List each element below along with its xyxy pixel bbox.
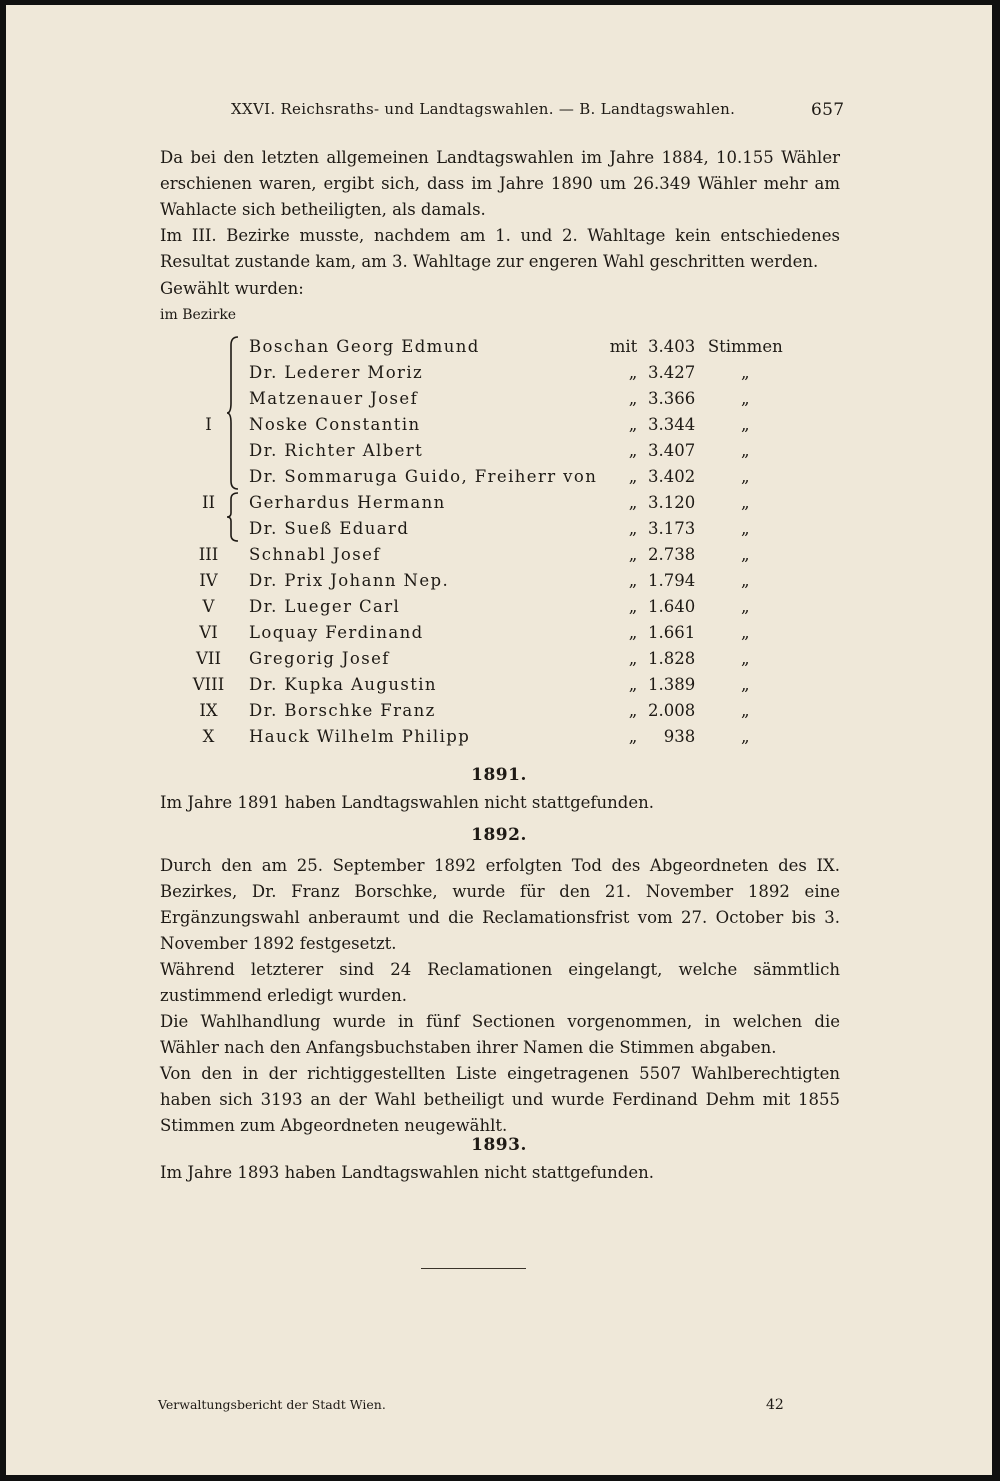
result-row bbox=[186, 385, 795, 411]
election-results-table bbox=[186, 333, 795, 749]
brace-spacer bbox=[231, 333, 249, 359]
vote-count: 2.738 bbox=[648, 544, 696, 564]
section-heading-1892: 1892. bbox=[471, 825, 527, 845]
district-label: im Bezirke bbox=[160, 307, 237, 323]
votes-unit: „ bbox=[740, 362, 750, 382]
vote-count: 2.008 bbox=[648, 700, 696, 720]
vote-count: 1.640 bbox=[648, 596, 696, 616]
intro-paragraph: Im III. Bezirke musste, nachdem am 1. und 2. Wahltage kein entschiedenes Resultat zustande kam, am 3. Wahltage zur engeren Wahl geschritten werden. bbox=[160, 226, 840, 271]
candidate-name: Boschan Georg Edmund bbox=[249, 336, 480, 356]
section-1892-paragraph: Während letzterer sind 24 Reclamationen eingelangt, welche sämmtlich zustimmend erledigt wurden. bbox=[160, 960, 840, 1005]
result-row bbox=[186, 723, 795, 749]
brace-spacer bbox=[231, 489, 249, 515]
brace-spacer bbox=[231, 723, 249, 749]
votes-prefix: „ bbox=[628, 440, 638, 460]
candidate-name: Hauck Wilhelm Philipp bbox=[249, 726, 471, 746]
page-number: 657 bbox=[811, 100, 845, 120]
district-number: V bbox=[202, 596, 215, 616]
brace-spacer bbox=[231, 515, 249, 541]
district-number: III bbox=[198, 544, 219, 564]
vote-count: 3.173 bbox=[648, 518, 696, 538]
votes-unit: „ bbox=[740, 544, 750, 564]
district-number: VII bbox=[196, 648, 221, 668]
result-row bbox=[186, 489, 795, 515]
elected-label: Gewählt wurden: bbox=[160, 279, 304, 298]
candidate-name: Matzenauer Josef bbox=[249, 388, 419, 408]
vote-count: 1.389 bbox=[648, 674, 696, 694]
district-number: II bbox=[201, 492, 216, 512]
result-row bbox=[186, 359, 795, 385]
votes-prefix: „ bbox=[628, 544, 638, 564]
votes-unit: „ bbox=[740, 414, 750, 434]
district-number: IX bbox=[199, 700, 218, 720]
divider-rule bbox=[421, 1268, 526, 1269]
district-number: IV bbox=[199, 570, 218, 590]
vote-count: 3.407 bbox=[648, 440, 696, 460]
votes-prefix: „ bbox=[628, 414, 638, 434]
vote-count: 3.402 bbox=[648, 466, 696, 486]
vote-count: 1.794 bbox=[648, 570, 696, 590]
votes-prefix: „ bbox=[628, 622, 638, 642]
result-row bbox=[186, 437, 795, 463]
section-1892-paragraph: Die Wahlhandlung wurde in fünf Sectionen vorgenommen, in welchen die Wähler nach den Anfangsbuchstaben ihrer Namen die Stimmen abgaben. bbox=[160, 1012, 840, 1057]
district-number: VI bbox=[199, 622, 218, 642]
document-page bbox=[6, 5, 992, 1475]
candidate-name: Schnabl Josef bbox=[249, 544, 381, 564]
votes-unit: „ bbox=[740, 596, 750, 616]
section-1892-paragraph: Durch den am 25. September 1892 erfolgten Tod des Abgeordneten des IX. Bezirkes, Dr. Franz Borschke, wurde für den 21. November 1892 eine Ergänzungswahl anberaumt und die Reclamationsfrist vom 27. October bis 3. November 1892 festgesetzt. bbox=[160, 856, 840, 953]
brace-spacer bbox=[231, 359, 249, 385]
brace-spacer bbox=[231, 463, 249, 489]
brace-spacer bbox=[231, 593, 249, 619]
district-number: I bbox=[205, 414, 212, 434]
result-row bbox=[186, 333, 795, 359]
candidate-name: Dr. Lederer Moriz bbox=[249, 362, 424, 382]
district-number bbox=[186, 385, 231, 411]
votes-prefix: „ bbox=[628, 648, 638, 668]
vote-count: 3.344 bbox=[648, 414, 696, 434]
district-number: VIII bbox=[192, 674, 225, 694]
brace-spacer bbox=[231, 567, 249, 593]
running-header: XXVI. Reichsraths- und Landtagswahlen. — B. Landtagswahlen. bbox=[231, 100, 736, 118]
votes-prefix: „ bbox=[628, 726, 638, 746]
votes-unit: „ bbox=[740, 518, 750, 538]
candidate-name: Loquay Ferdinand bbox=[249, 622, 424, 642]
votes-unit: „ bbox=[740, 570, 750, 590]
candidate-name: Dr. Sommaruga Guido, Freiherr von bbox=[249, 466, 598, 486]
result-row bbox=[186, 541, 795, 567]
result-row bbox=[186, 619, 795, 645]
votes-unit: „ bbox=[740, 674, 750, 694]
brace-spacer bbox=[231, 411, 249, 437]
votes-unit: „ bbox=[740, 622, 750, 642]
candidate-name: Dr. Borschke Franz bbox=[249, 700, 436, 720]
brace-spacer bbox=[231, 671, 249, 697]
district-number bbox=[186, 437, 231, 463]
votes-prefix: „ bbox=[628, 700, 638, 720]
brace-spacer bbox=[231, 619, 249, 645]
brace-spacer bbox=[231, 541, 249, 567]
result-row bbox=[186, 697, 795, 723]
votes-unit: „ bbox=[740, 700, 750, 720]
votes-prefix: „ bbox=[628, 492, 638, 512]
district-number bbox=[186, 515, 231, 541]
candidate-name: Dr. Sueß Eduard bbox=[249, 518, 410, 538]
votes-unit: „ bbox=[740, 648, 750, 668]
votes-prefix: mit bbox=[609, 336, 638, 356]
candidate-name: Dr. Prix Johann Nep. bbox=[249, 570, 450, 590]
section-text-1891: Im Jahre 1891 haben Landtagswahlen nicht stattgefunden. bbox=[160, 793, 654, 812]
votes-prefix: „ bbox=[628, 388, 638, 408]
votes-unit: „ bbox=[740, 388, 750, 408]
district-number bbox=[186, 463, 231, 489]
votes-unit: „ bbox=[740, 440, 750, 460]
votes-prefix: „ bbox=[628, 362, 638, 382]
vote-count: 1.828 bbox=[648, 648, 696, 668]
candidate-name: Dr. Kupka Augustin bbox=[249, 674, 437, 694]
brace-spacer bbox=[231, 385, 249, 411]
vote-count: 3.366 bbox=[648, 388, 696, 408]
result-row bbox=[186, 671, 795, 697]
brace-spacer bbox=[231, 645, 249, 671]
result-row bbox=[186, 515, 795, 541]
vote-count: 3.427 bbox=[648, 362, 696, 382]
brace-spacer bbox=[231, 697, 249, 723]
result-row bbox=[186, 645, 795, 671]
vote-count: 1.661 bbox=[648, 622, 696, 642]
votes-prefix: „ bbox=[628, 466, 638, 486]
result-row bbox=[186, 593, 795, 619]
district-number bbox=[186, 359, 231, 385]
candidate-name: Dr. Lueger Carl bbox=[249, 596, 401, 616]
votes-unit: „ bbox=[740, 492, 750, 512]
votes-prefix: „ bbox=[628, 596, 638, 616]
brace-spacer bbox=[231, 437, 249, 463]
section-text-1893: Im Jahre 1893 haben Landtagswahlen nicht stattgefunden. bbox=[160, 1163, 654, 1182]
votes-unit: Stimmen bbox=[707, 336, 783, 356]
votes-unit: „ bbox=[740, 726, 750, 746]
votes-prefix: „ bbox=[628, 518, 638, 538]
candidate-name: Gregorig Josef bbox=[249, 648, 390, 668]
candidate-name: Gerhardus Hermann bbox=[249, 492, 446, 512]
section-heading-1891: 1891. bbox=[471, 765, 527, 785]
district-number bbox=[186, 333, 231, 359]
votes-prefix: „ bbox=[628, 570, 638, 590]
footer-sheet-number: 42 bbox=[766, 1397, 784, 1413]
section-heading-1893: 1893. bbox=[471, 1135, 527, 1155]
candidate-name: Noske Constantin bbox=[249, 414, 421, 434]
section-1892-paragraph: Von den in der richtiggestellten Liste eingetragenen 5507 Wahlberechtigten haben sich 3193 an der Wahl betheiligt und wurde Ferdinand Dehm mit 1855 Stimmen zum Abgeordneten neugewählt. bbox=[160, 1064, 840, 1135]
vote-count: 3.403 bbox=[648, 336, 696, 356]
intro-paragraph: Da bei den letzten allgemeinen Landtagswahlen im Jahre 1884, 10.155 Wähler erschienen waren, ergibt sich, dass im Jahre 1890 um 26.349 Wähler mehr am Wahlacte sich betheiligten, als damals. bbox=[160, 148, 840, 219]
candidate-name: Dr. Richter Albert bbox=[249, 440, 424, 460]
result-row bbox=[186, 567, 795, 593]
result-row bbox=[186, 411, 795, 437]
votes-unit: „ bbox=[740, 466, 750, 486]
vote-count: 3.120 bbox=[648, 492, 696, 512]
footer-source: Verwaltungsbericht der Stadt Wien. bbox=[158, 1397, 386, 1412]
district-number: X bbox=[202, 726, 215, 746]
vote-count: 938 bbox=[663, 726, 696, 746]
result-row bbox=[186, 463, 795, 489]
votes-prefix: „ bbox=[628, 674, 638, 694]
